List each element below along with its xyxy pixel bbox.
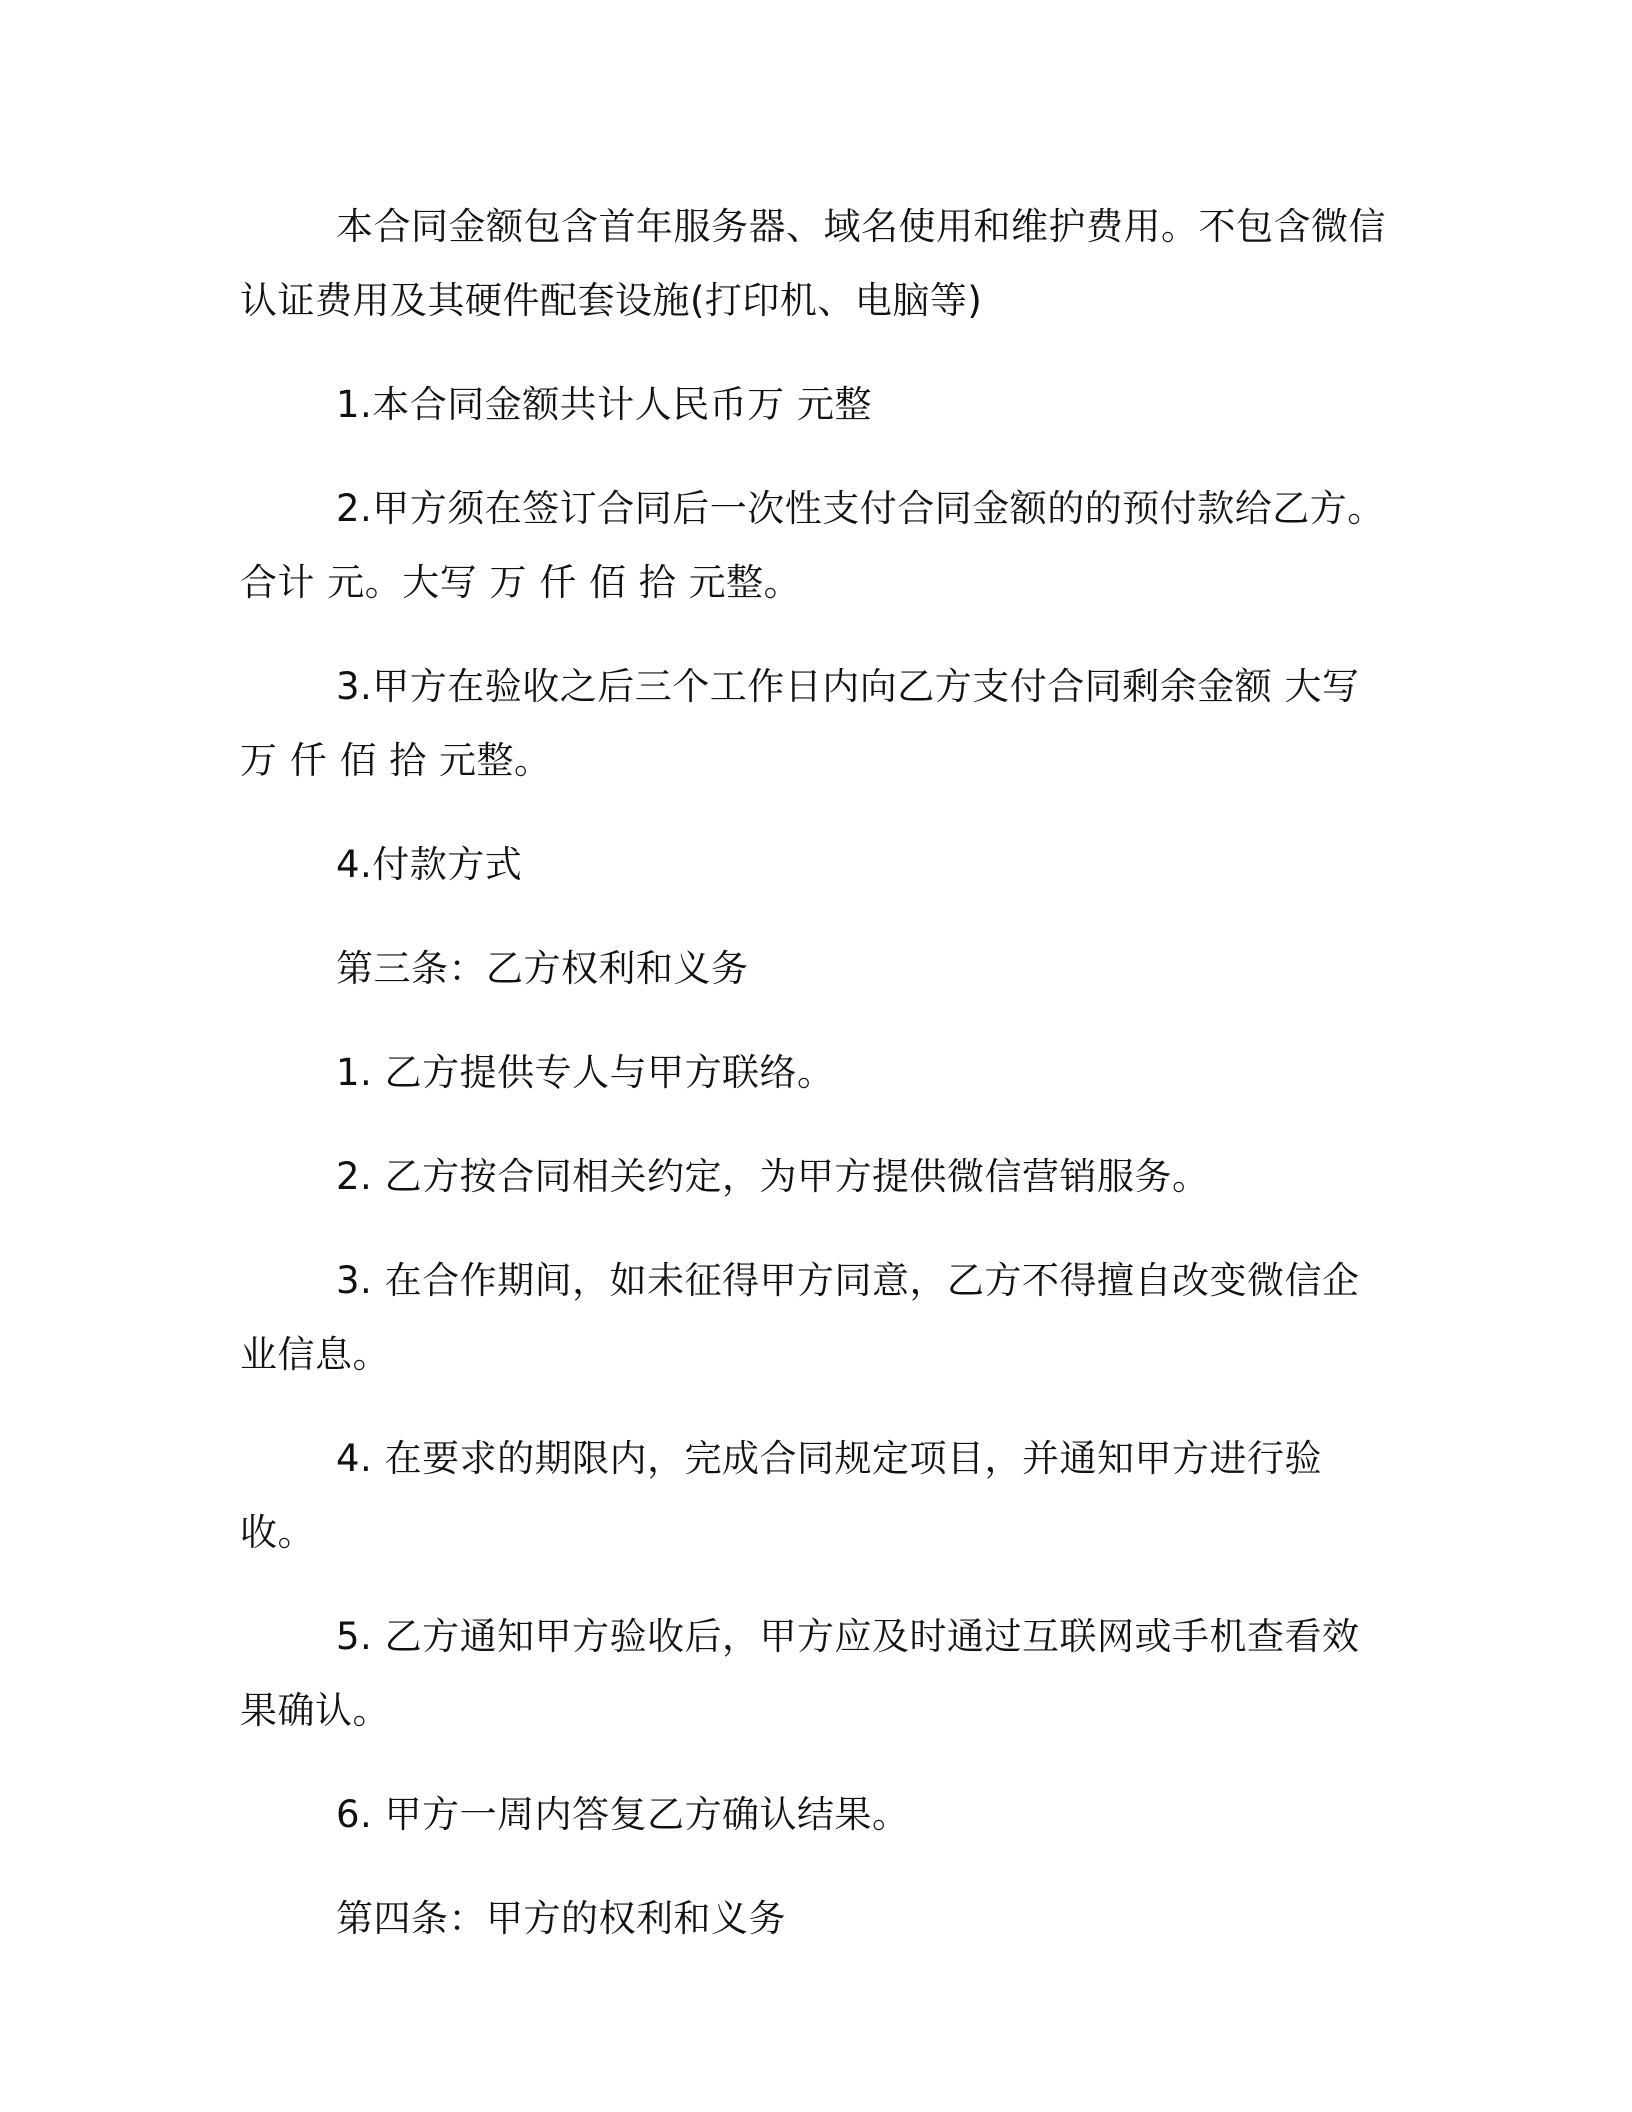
paragraph-party-b-item-6: 6. 甲方一周内答复乙方确认结果。 [336,1793,910,1836]
paragraph-party-b-item-3: 3. 在合作期间，如未征得甲方同意，乙方不得擅自改变微信企业信息。 [240,1259,1360,1376]
paragraph-fee-scope: 本合同金额包含首年服务器、域名使用和维护费用。不包含微信认证费用及其硬件配套设施(打印机、电脑等) [240,205,1386,322]
document-body [240,190,1390,1986]
paragraph-payment-method: 4.付款方式 [336,843,523,886]
paragraph-total-amount: 1.本合同金额共计人民币万 元整 [336,383,873,426]
paragraph-party-b-item-2: 2. 乙方按合同相关约定，为甲方提供微信营销服务。 [336,1155,1210,1198]
heading-article-four: 第四条：甲方的权利和义务 [336,1897,786,1940]
heading-article-three: 第三条：乙方权利和义务 [336,947,749,990]
paragraph-remaining-payment: 3.甲方在验收之后三个工作日内向乙方支付合同剩余金额 大写 万 仟 佰 拾 元整。 [240,665,1360,782]
paragraph-party-b-item-4: 4. 在要求的期限内，完成合同规定项目，并通知甲方进行验收。 [240,1437,1323,1554]
paragraph-party-b-item-5: 5. 乙方通知甲方验收后，甲方应及时通过互联网或手机查看效果确认。 [240,1615,1360,1732]
paragraph-prepayment: 2.甲方须在签订合同后一次性支付合同金额的的预付款给乙方。合计 元。大写 万 仟 佰 拾 元整。 [240,487,1385,604]
paragraph-party-b-item-1: 1. 乙方提供专人与甲方联络。 [336,1051,835,1094]
